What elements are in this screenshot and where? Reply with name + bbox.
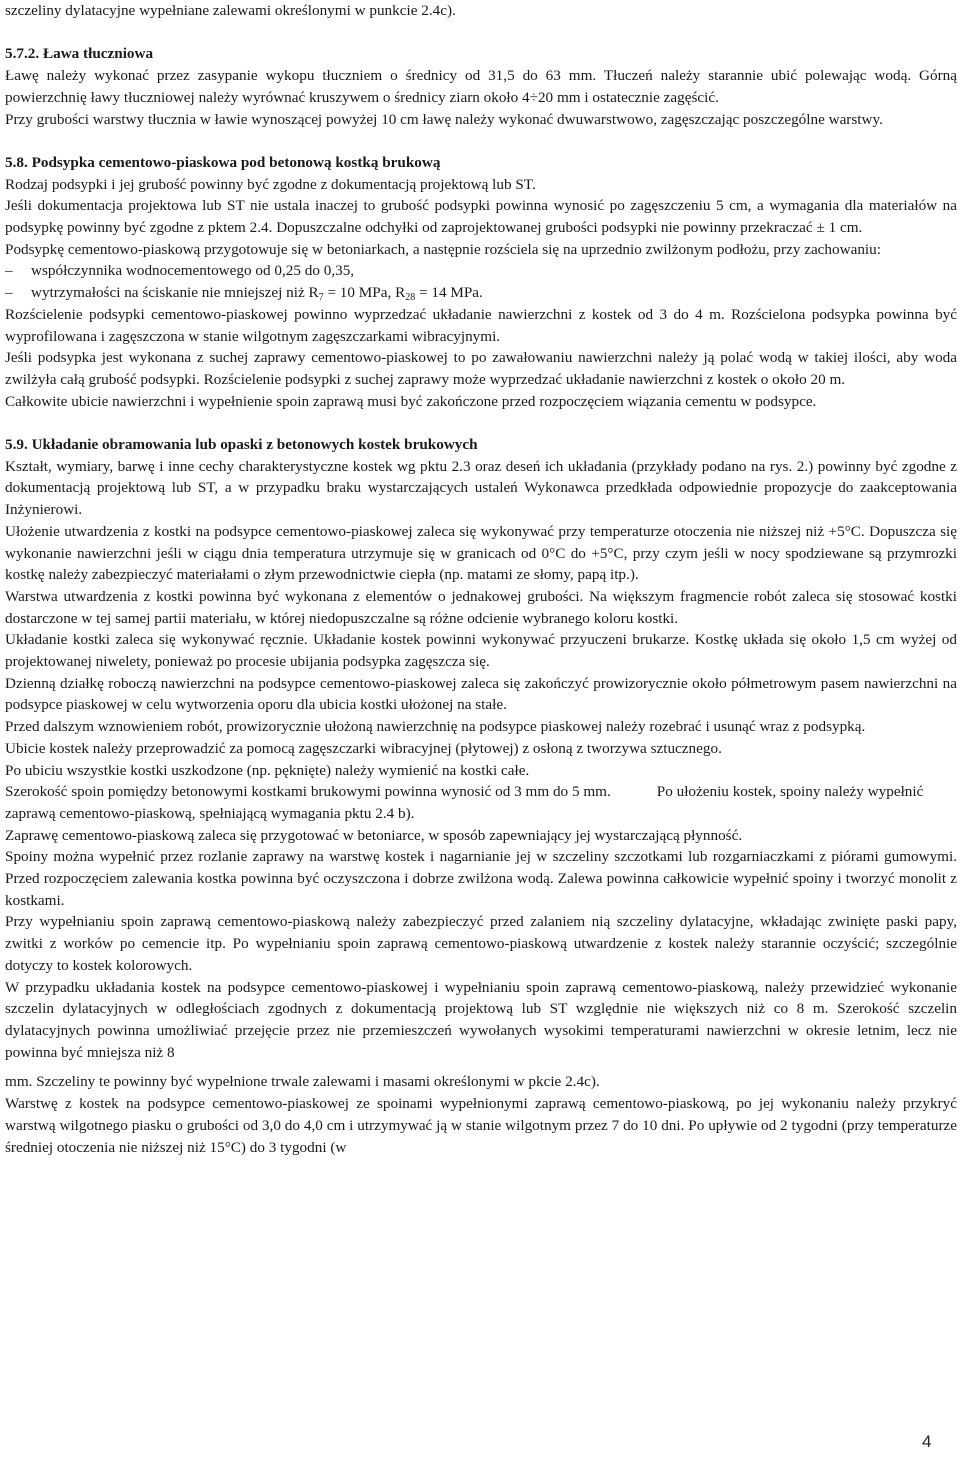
dash-bullet: – xyxy=(5,284,13,302)
list-item-text: współczynnika wodnocementowego od 0,25 do 0,35, xyxy=(31,262,355,280)
paragraph: mm. Szczeliny te powinny być wypełnione trwale zalewami i masami określonymi w pkcie 2.4c). xyxy=(5,1073,600,1091)
paragraph: Spoiny można wypełnić przez rozlanie zaprawy na warstwę kostek i nagarnianie jej w szczeliny szczotkami lub rozgarniaczkami z piórami gumowymi. Przed rozpoczęciem zalewania kostka powinna być oczyszczona i dobrze zwilżona wodą. Zalewa powinna całkowicie wypełnić spoiny i tworzyć monolit z kostkami. xyxy=(5,848,957,909)
paragraph: Ubicie kostek należy przeprowadzić za pomocą zagęszczarki wibracyjnej (płytowej) z osłoną z tworzywa sztucznego. xyxy=(5,739,722,757)
paragraph: Warstwa utwardzenia z kostki powinna być wykonana z elementów o jednakowej grubości. Na większym fragmencie robót zaleca się stosować kostki dostarczone w tej samej partii materiału, w której niedopuszczalne są różne odcienie wybranego koloru kostki. xyxy=(5,587,957,627)
paragraph: Rodzaj podsypki i jej grubość powinny być zgodne z dokumentacją projektową lub ST. xyxy=(5,175,536,193)
paragraph: W przypadku układania kostek na podsypce cementowo-piaskowej i wypełnianiu spoin zaprawą cementowo-piaskową, należy przewidzieć wykonanie szczelin dylatacyjnych w odległościach zgodnych z dokumentacją projektową lub ST względnie nie większych niż co 8 m. Szerokość szczelin dylatacyjnych powinna umożliwiać przejęcie przez nie przemieszczeń wywołanych wysokimi temperaturami nawierzchni w okresie letnim, lecz nie powinna być mniejsza niż 8 xyxy=(5,978,957,1061)
section-5-8 xyxy=(5,152,957,412)
dash-bullet: – xyxy=(5,262,13,280)
list-item xyxy=(5,260,957,282)
paragraph: Przy grubości warstwy tłucznia w ławie wynoszącej powyżej 10 cm ławę należy wykonać dwuwarstwowo, zagęszczając poszczególne warstwy. xyxy=(5,110,883,128)
paragraph: Całkowite ubicie nawierzchni i wypełnienie spoin zaprawą musi być zakończone przed rozpoczęciem wiązania cementu w podsypce. xyxy=(5,392,817,410)
page-number: 4 xyxy=(922,1432,932,1451)
paragraph: Przed dalszym wznowieniem robót, prowizorycznie ułożoną nawierzchnię na podsypce piaskowej należy rozebrać i usunąć wraz z podsypką. xyxy=(5,718,866,736)
section-5-7-2 xyxy=(5,43,957,130)
paragraph: Przy wypełnianiu spoin zaprawą cementowo-piaskową należy zabezpieczyć przed zalaniem nią szczeliny dylatacyjne, wkładając zwinięte paski papy, zwitki z worków po cemencie itp. Po wypełnianiu spoin zaprawą cementowo-piaskową utwardzenie z kostek należy starannie oczyścić; szczególnie dotyczy to kostek kolorowych. xyxy=(5,913,957,974)
list-item-text: wytrzymałości na ściskanie nie mniejszej niż R xyxy=(31,284,319,302)
paragraph-part: Szerokość spoin pomiędzy betonowymi kostkami brukowymi powinna wynosić od 3 mm do 5 mm. xyxy=(5,783,611,801)
paragraph: Rozścielenie podsypki cementowo-piaskowej powinno wyprzedzać układanie nawierzchni z kostek od 3 do 4 m. Rozścielona podsypka powinna być wyprofilowana i zagęszczona w stanie wilgotnym zagęszczarkami wibracyjnymi. xyxy=(5,305,957,345)
spacer xyxy=(5,1063,957,1071)
paragraph: Podsypkę cementowo-piaskową przygotowuje się w betoniarkach, a następnie rozściela się na uprzednio zwilżonym podłożu, przy zachowaniu: xyxy=(5,240,881,258)
paragraph: Dzienną działkę roboczą nawierzchni na podsypce cementowo-piaskowej zaleca się zakończyć prowizorycznie około półmetrowym pasem nawierzchni na podsypce piaskowej w celu wytworzenia oporu dla ubicia kostki ułożonej na stałe. xyxy=(5,674,957,714)
paragraph: Po ubiciu wszystkie kostki uszkodzone (np. pęknięte) należy wymienić na kostki całe. xyxy=(5,761,530,779)
paragraph: Kształt, wymiary, barwę i inne cechy charakterystyczne kostek wg pktu 2.3 oraz deseń ich układania (przykłady podano na rys. 2.) powinny być zgodne z dokumentacją projektową lub ST, a w przypadku braku wystarczających ustaleń Wykonawca przedkłada odpowiednie propozycje do zaakceptowania Inżynierowi. xyxy=(5,457,957,519)
spacer xyxy=(5,412,957,434)
paragraph-part: Po ułożeniu kostek, spoiny należy wypełnić zaprawą cementowo-piaskową, spełniającą wymagania pktu 2.4 b). xyxy=(5,783,924,822)
paragraph: Jeśli dokumentacja projektowa lub ST nie ustala inaczej to grubość podsypki powinna wynosić po zagęszczeniu 5 cm, a wymagania dla materiałów na podsypkę powinny być zgodne z pktem 2.4. Dopuszczalne odchyłki od zaprojektowanej grubości podsypki nie powinny przekraczać ± 1 cm. xyxy=(5,197,957,236)
intro-line: szczeliny dylatacyjne wypełniane zalewami określonymi w punkcie 2.4c). xyxy=(5,2,456,19)
paragraph: Ławę należy wykonać przez zasypanie wykopu tłuczniem o średnicy od 31,5 do 63 mm. Tłuczeń należy starannie ubić polewając wodą. Górną powierzchnię ławy tłuczniowej należy wyrównać kruszywem o średnicy ziarn około 4÷20 mm i ostatecznie zagęścić. xyxy=(5,67,957,106)
paragraph: Jeśli podsypka jest wykonana z suchej zaprawy cementowo-piaskowej to po zawałowaniu nawierzchni należy ją polać wodą w takiej ilości, aby woda zwilżyła całą grubość podsypki. Rozścielenie podsypki z suchej zaprawy może wyprzedzać układanie nawierzchni z kostek o około 20 m. xyxy=(5,349,957,388)
section-5-9 xyxy=(5,434,957,1158)
paragraph: Warstwę z kostek na podsypce cementowo-piaskowej ze spoinami wypełnionymi zaprawą cementowo-piaskową, po jej wykonaniu należy przykryć warstwą wilgotnego piasku o grubości od 3,0 do 4,0 cm i utrzymywać ją w stanie wilgotnym przez 7 do 10 dni. Po upływie od 2 tygodni (przy temperaturze średniej otoczenia nie niższej niż 15°C) do 3 tygodni (w xyxy=(5,1095,957,1156)
subscript: 28 xyxy=(405,292,416,304)
paragraph: Układanie kostki zaleca się wykonywać ręcznie. Układanie kostek powinni wykonywać przyuczeni brukarze. Kostkę układa się około 1,5 cm wyżej od projektowanej niwelety, ponieważ po procesie ubijania podsypka zagęszcza się. xyxy=(5,631,957,671)
section-heading: 5.7.2. Ława tłuczniowa xyxy=(5,45,154,63)
paragraph: Ułożenie utwardzenia z kostki na podsypce cementowo-piaskowej zaleca się wykonywać przy temperaturze otoczenia nie niższej niż +5°C. Dopuszcza się wykonanie nawierzchni jeśli w ciągu dnia temperatura utrzymuje się w granicach od 0°C do +5°C, przy czym jeśli w nocy spodziewane są przymrozki kostkę należy zabezpieczyć materiałami o złym przewodnictwie ciepła (np. matami ze słomy, papą itp.). xyxy=(5,522,957,584)
list-item-text: = 10 MPa, R xyxy=(323,284,406,302)
paragraph: Zaprawę cementowo-piaskową zaleca się przygotować w betoniarce, w sposób zapewniający jej wystarczającą płynność. xyxy=(5,826,743,844)
document-page xyxy=(5,0,957,1158)
subscript: 7 xyxy=(318,292,324,304)
section-heading: 5.8. Podsypka cementowo-piaskowa pod betonową kostką brukową xyxy=(5,153,441,171)
section-heading: 5.9. Układanie obramowania lub opaski z betonowych kostek brukowych xyxy=(5,436,478,454)
paragraph xyxy=(5,781,957,824)
spacer xyxy=(5,22,957,44)
spacer xyxy=(5,130,957,152)
list-item-text: = 14 MPa. xyxy=(415,284,483,302)
list-item xyxy=(5,282,957,304)
